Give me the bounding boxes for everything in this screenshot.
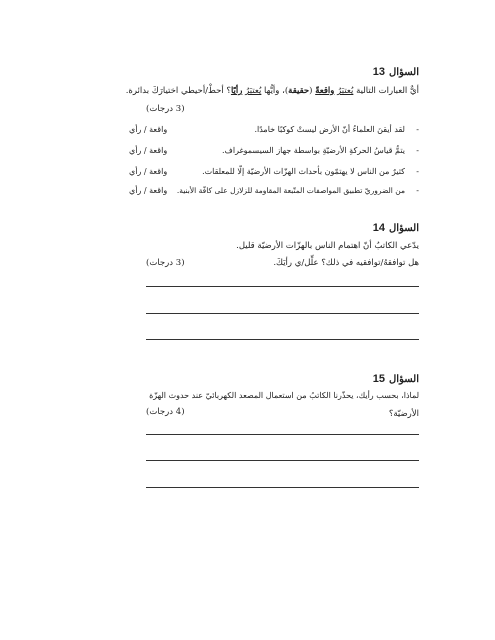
answer-line[interactable] bbox=[146, 313, 419, 314]
statement-text: من الضروريّ تطبيق المواصفات المتّبعة المقاومة للزلازل على كافّة الأبنية. bbox=[176, 186, 405, 195]
question-13-title bbox=[373, 66, 419, 78]
item-dash: - bbox=[416, 186, 419, 195]
answer-line[interactable] bbox=[146, 487, 419, 488]
instruction-part: )، وأيُّها bbox=[261, 86, 289, 96]
answer-line[interactable] bbox=[146, 339, 419, 340]
statement-item bbox=[129, 146, 419, 160]
answer-line[interactable] bbox=[146, 286, 419, 287]
question-14-title bbox=[373, 222, 419, 234]
instruction-part: يُعتبَرُ bbox=[245, 86, 262, 96]
statement-item bbox=[129, 186, 419, 200]
instruction-part: واقعةً bbox=[315, 86, 335, 96]
answer-line[interactable] bbox=[146, 460, 419, 461]
fact-opinion-options[interactable]: واقعة / رأي bbox=[129, 125, 168, 134]
statement-text: لقد أيقنَ العلماءُ أنّ الأرض ليستْ كوكبًا خامدًا. bbox=[254, 125, 405, 134]
question-13-label: السؤال bbox=[389, 67, 419, 78]
question-13-marks: (3 درجات) bbox=[146, 104, 185, 114]
question-15-label: السؤال bbox=[389, 374, 419, 385]
item-dash: - bbox=[416, 125, 419, 134]
instruction-part: رأيًا bbox=[230, 86, 243, 96]
statement-text: يتمُّ قياسُ الحركةِ الأرضيّةِ بواسطة جهاز السيسموغراف. bbox=[222, 146, 405, 155]
question-13-instruction bbox=[126, 86, 419, 96]
instruction-part: ( bbox=[309, 86, 316, 96]
answer-line[interactable] bbox=[146, 434, 419, 435]
question-15-line-2: الأرضيّة؟ bbox=[388, 409, 419, 419]
question-15-number: 15 bbox=[372, 373, 386, 385]
question-15-title bbox=[373, 373, 419, 385]
question-14-number: 14 bbox=[372, 222, 386, 234]
fact-opinion-options[interactable]: واقعة / رأي bbox=[129, 146, 168, 155]
question-14-line-2: هل توافقهُ/توافقيه في ذلك؟ علِّل/ي رأيَكَ. bbox=[273, 258, 419, 268]
fact-opinion-options[interactable]: واقعة / رأي bbox=[129, 186, 168, 195]
statement-item bbox=[129, 125, 419, 139]
instruction-part: يُعتبَرُ bbox=[337, 86, 354, 96]
instruction-part: أيٌّ العبارات التالية bbox=[353, 86, 419, 96]
statement-item bbox=[129, 167, 419, 181]
question-14-label: السؤال bbox=[389, 223, 419, 234]
item-dash: - bbox=[416, 167, 419, 176]
item-dash: - bbox=[416, 146, 419, 155]
question-14-marks: (3 درجات) bbox=[146, 258, 185, 268]
question-15-marks: (4 درجات) bbox=[146, 407, 185, 417]
question-15-line-1: لماذا، بحسب رأيك، يحذّرنا الكاتبُ من استعمال المصعد الكهربائيّ عند حدوث الهزّة bbox=[149, 391, 419, 400]
instruction-part: ؟ أحطْ/أحيطي اختيارَكَ بدائرة. bbox=[125, 86, 231, 96]
fact-opinion-options[interactable]: واقعة / رأي bbox=[129, 167, 168, 176]
statement-text: كثيرٌ من الناس لا يهتمّون بأحداث الهزّات الأرضيّة إلّا للمعلقات. bbox=[202, 167, 405, 176]
instruction-part: حقيقة bbox=[288, 86, 310, 96]
question-14-line-1: يدّعي الكاتبُ أنّ اهتمام الناس بالهزّات الأرضيّة قليل. bbox=[236, 241, 419, 251]
question-13-number: 13 bbox=[372, 66, 386, 78]
